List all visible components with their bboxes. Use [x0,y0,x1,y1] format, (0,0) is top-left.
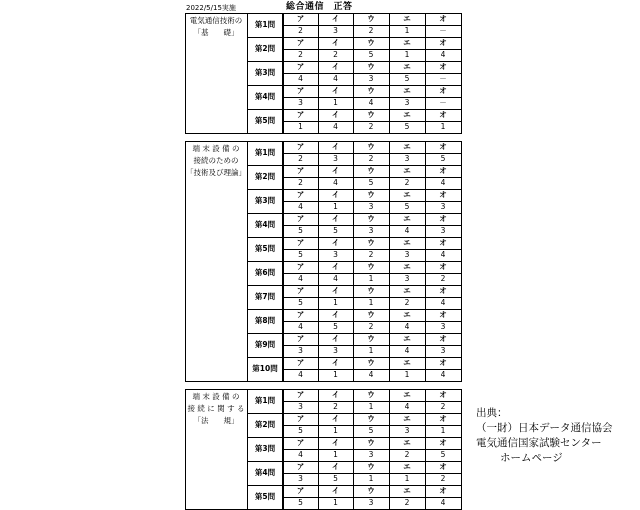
choice-label: エ [403,238,411,247]
answer-cell: 1 [404,370,410,379]
question-number: 第3問 [247,61,283,86]
answer-cell: 5 [440,450,446,459]
answer-cell: 5 [333,226,338,235]
answer-cell: 5 [298,226,303,235]
answer-cell: 4 [333,74,338,83]
question-number: 第1問 [247,141,283,166]
choice-label: オ [439,310,447,319]
choice-label: オ [439,334,447,343]
choice-label: ア [296,462,305,471]
answer-cell: 1 [368,346,374,355]
column-divider [283,141,284,382]
choice-label: ウ [367,390,375,399]
answer-cell: 1 [368,298,374,307]
answer-cell: 3 [368,226,374,235]
answer-cell: 1 [368,402,374,411]
choice-label: オ [439,414,447,423]
page-title: 総合通信 正答 [286,2,353,12]
choice-label: ア [296,14,305,23]
answer-cell: 4 [404,402,410,411]
answer-cell: 2 [368,122,374,131]
answer-cell: 4 [440,250,446,259]
choice-label: オ [439,486,447,495]
choice-label: ウ [367,166,375,175]
choice-label: ウ [367,142,375,151]
choice-label: ア [296,214,305,223]
choice-label: エ [403,62,411,71]
question-number: 第2問 [247,165,283,190]
source-organization: （一財）日本データ通信協会 [476,422,613,434]
answer-cell: 5 [440,154,446,163]
answer-cell: 3 [440,346,446,355]
source-homepage: ホームページ [500,452,563,464]
choice-label: イ [331,214,340,223]
answer-cell: 5 [368,50,374,59]
column-divider [283,13,284,134]
choice-label: ア [296,238,305,247]
answer-cell: 1 [440,426,446,435]
answer-cell: 3 [368,450,374,459]
choice-label: ウ [367,438,375,447]
answer-cell: 1 [333,298,338,307]
choice-label: ア [296,110,305,119]
answer-cell: 2 [440,402,446,411]
answer-cell: 2 [404,298,410,307]
question-number: 第3問 [247,189,283,214]
answer-cell: 1 [404,50,410,59]
question-number: 第4問 [247,85,283,110]
choice-label: ア [296,62,305,71]
answer-cell: 2 [404,450,410,459]
choice-label: エ [403,110,411,119]
choice-label: イ [331,62,340,71]
answer-cell: 3 [404,426,410,435]
answer-cell: 3 [404,274,410,283]
choice-label: ア [296,358,305,367]
answer-cell: － [439,26,447,35]
choice-label: エ [403,166,411,175]
source-label: 出典： [476,407,508,419]
answer-cell: 3 [298,98,303,107]
answer-cell: 5 [404,202,410,211]
answer-cell: 4 [368,370,374,379]
choice-label: イ [331,262,340,271]
choice-label: イ [331,286,340,295]
answer-cell: 2 [333,50,338,59]
column-divider [389,13,390,134]
answer-cell: 3 [368,202,374,211]
answer-cell: 3 [368,498,374,507]
section-label: 端 末 設 備 の 接続のための 「技術及び理論」 [186,144,246,177]
answer-cell: 3 [298,474,303,483]
row-divider [283,381,461,382]
choice-label: ウ [367,486,375,495]
answer-cell: 4 [298,370,303,379]
answer-cell: 4 [333,122,338,131]
answer-cell: 3 [440,226,446,235]
answer-cell: 4 [368,98,374,107]
answer-cell: 1 [333,202,338,211]
column-divider [425,13,426,134]
choice-label: オ [439,358,447,367]
answer-cell: 1 [333,426,338,435]
question-number: 第1問 [247,389,283,414]
choice-label: ア [296,86,305,95]
column-divider [461,389,462,510]
choice-label: オ [439,262,447,271]
choice-label: ア [296,486,305,495]
choice-label: ア [296,414,305,423]
column-divider [461,141,462,382]
column-divider [318,389,319,510]
question-number: 第9問 [247,333,283,358]
column-divider [283,389,284,510]
answer-cell: 2 [298,26,303,35]
choice-label: オ [439,142,447,151]
question-number: 第6問 [247,261,283,286]
answer-cell: 4 [333,178,338,187]
choice-label: ア [296,310,305,319]
choice-label: イ [331,142,340,151]
answer-cell: 4 [440,50,446,59]
answer-cell: 5 [298,426,303,435]
answer-cell: 4 [404,226,410,235]
section-label: 端 末 設 備 の 接 続 に 関 す る 「法 規」 [187,392,245,425]
choice-label: エ [403,14,411,23]
answer-cell: 4 [333,274,338,283]
answer-cell: 3 [440,202,446,211]
choice-label: イ [331,414,340,423]
choice-label: イ [331,438,340,447]
answer-cell: 5 [333,322,338,331]
choice-label: オ [439,214,447,223]
column-divider [461,13,462,134]
answer-cell: 2 [333,402,338,411]
choice-label: ウ [367,462,375,471]
answer-cell: 1 [333,450,338,459]
answer-cell: 5 [404,122,410,131]
question-number: 第2問 [247,413,283,438]
choice-label: エ [403,414,411,423]
answer-cell: 2 [368,154,374,163]
choice-label: エ [403,334,411,343]
choice-label: ウ [367,214,375,223]
choice-label: オ [439,190,447,199]
answer-cell: 5 [298,250,303,259]
choice-label: ウ [367,310,375,319]
answer-cell: 3 [333,346,338,355]
choice-label: エ [403,486,411,495]
section-label: 電気通信技術の 「基 礎」 [189,16,243,37]
choice-label: エ [403,38,411,47]
answer-cell: 3 [404,154,410,163]
question-number: 第4問 [247,461,283,486]
question-number: 第4問 [247,213,283,238]
question-number: 第1問 [247,13,283,38]
answer-cell: 3 [404,98,410,107]
answer-cell: 1 [368,274,374,283]
answer-cell: 1 [333,498,338,507]
column-divider [425,141,426,382]
choice-label: イ [331,38,340,47]
answer-cell: 2 [440,474,446,483]
answer-cell: 5 [298,498,303,507]
answer-cell: 4 [298,202,303,211]
column-divider [353,389,354,510]
question-number: 第5問 [247,485,283,510]
answer-cell: 5 [368,426,374,435]
column-divider [318,141,319,382]
answer-cell: 5 [333,474,338,483]
answer-cell: 4 [440,178,446,187]
choice-label: ウ [367,14,375,23]
choice-label: ア [296,166,305,175]
question-number: 第5問 [247,237,283,262]
answer-cell: 3 [333,26,338,35]
choice-label: ウ [367,62,375,71]
choice-label: エ [403,142,411,151]
choice-label: ア [296,390,305,399]
choice-label: ウ [367,110,375,119]
choice-label: オ [439,166,447,175]
source-center: 電気通信国家試験センター [476,437,602,449]
choice-label: ア [296,334,305,343]
choice-label: イ [331,238,340,247]
choice-label: エ [403,262,411,271]
choice-label: オ [439,238,447,247]
choice-label: ウ [367,238,375,247]
choice-label: エ [403,286,411,295]
choice-label: ウ [367,334,375,343]
column-divider [353,141,354,382]
answer-cell: 4 [298,450,303,459]
choice-label: オ [439,390,447,399]
choice-label: イ [331,486,340,495]
answer-cell: 3 [368,74,374,83]
choice-label: イ [331,14,340,23]
answer-cell: 2 [298,50,303,59]
question-number: 第3問 [247,437,283,462]
answer-cell: 2 [440,274,446,283]
answer-cell: 2 [298,178,303,187]
choice-label: オ [439,14,447,23]
column-divider [353,13,354,134]
choice-label: エ [403,86,411,95]
choice-label: オ [439,438,447,447]
choice-label: オ [439,86,447,95]
choice-label: ア [296,286,305,295]
choice-label: エ [403,310,411,319]
choice-label: イ [331,310,340,319]
question-number: 第8問 [247,309,283,334]
answer-cell: 3 [298,346,303,355]
answer-cell: 3 [333,250,338,259]
question-number: 第7問 [247,285,283,310]
answer-cell: 1 [333,370,338,379]
choice-label: イ [331,86,340,95]
choice-label: ア [296,190,305,199]
choice-label: オ [439,62,447,71]
answer-cell: 4 [298,322,303,331]
question-number: 第2問 [247,37,283,62]
answer-cell: 1 [440,122,446,131]
source-credit [476,406,636,466]
answer-cell: 2 [298,154,303,163]
choice-label: イ [331,462,340,471]
choice-label: ウ [367,286,375,295]
choice-label: エ [403,390,411,399]
choice-label: エ [403,190,411,199]
choice-label: オ [439,462,447,471]
row-divider [283,133,461,134]
choice-label: オ [439,110,447,119]
choice-label: エ [403,462,411,471]
choice-label: ウ [367,414,375,423]
answer-cell: 3 [298,402,303,411]
choice-label: ウ [367,262,375,271]
answer-cell: 4 [298,74,303,83]
header-date: 2022/5/15実施 [186,4,236,12]
answer-cell: 5 [404,74,410,83]
choice-label: エ [403,214,411,223]
column-divider [389,141,390,382]
answer-cell: 1 [404,474,410,483]
choice-label: ア [296,262,305,271]
choice-label: イ [331,190,340,199]
choice-label: ア [296,438,305,447]
answer-cell: 4 [404,322,410,331]
column-divider [389,389,390,510]
choice-label: ウ [367,86,375,95]
choice-label: オ [439,286,447,295]
answer-cell: 5 [368,178,374,187]
answer-cell: 4 [440,498,446,507]
choice-label: エ [403,358,411,367]
choice-label: イ [331,358,340,367]
choice-label: エ [403,438,411,447]
choice-label: ウ [367,190,375,199]
answer-cell: 2 [368,322,374,331]
answer-cell: 5 [298,298,303,307]
answer-cell: 3 [404,250,410,259]
choice-label: イ [331,334,340,343]
answer-cell: 4 [404,346,410,355]
answer-cell: 3 [440,322,446,331]
column-divider [425,389,426,510]
choice-label: ア [296,38,305,47]
answer-cell: 4 [440,370,446,379]
answer-cell: － [439,74,447,83]
answer-cell: 1 [333,98,338,107]
answer-cell: 2 [404,498,410,507]
choice-label: ウ [367,38,375,47]
question-number: 第10問 [247,357,283,382]
choice-label: オ [439,38,447,47]
answer-cell: 1 [298,122,303,131]
answer-cell: 2 [368,250,374,259]
answer-cell: 1 [404,26,410,35]
choice-label: イ [331,110,340,119]
column-divider [318,13,319,134]
choice-label: ウ [367,358,375,367]
answer-cell: 4 [298,274,303,283]
answer-cell: 3 [333,154,338,163]
choice-label: イ [331,390,340,399]
question-number: 第5問 [247,109,283,134]
choice-label: ア [296,142,305,151]
answer-cell: 2 [368,26,374,35]
choice-label: イ [331,166,340,175]
answer-cell: 2 [404,178,410,187]
answer-cell: 4 [440,298,446,307]
answer-cell: － [439,98,447,107]
answer-cell: 1 [368,474,374,483]
